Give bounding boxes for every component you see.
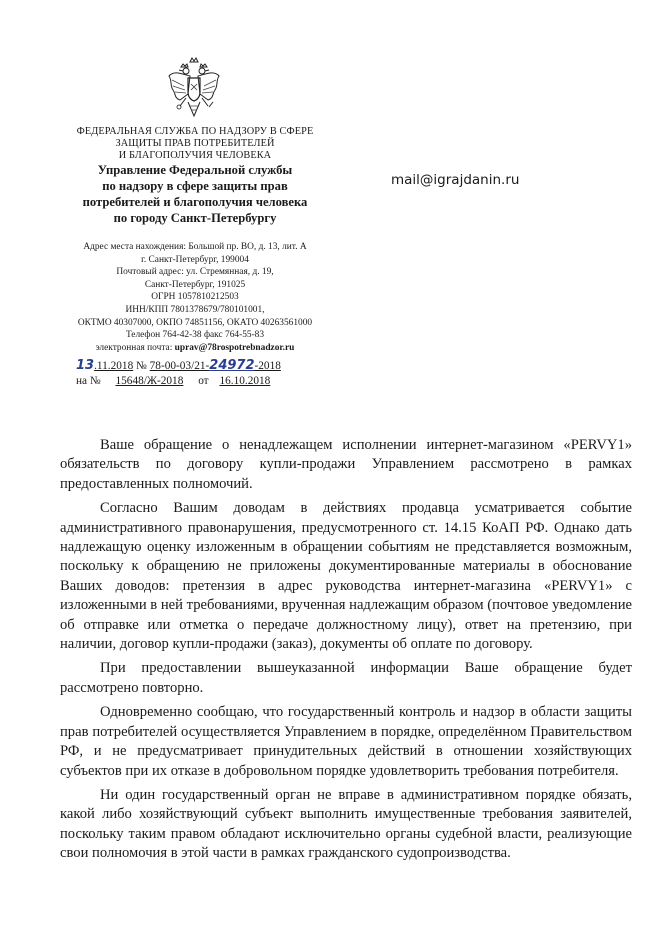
address-line: Телефон 764-42-38 факс 764-55-83: [125, 330, 265, 341]
registration-number-suffix: -2018: [254, 360, 281, 372]
reference-from-label: от: [198, 375, 209, 387]
email-label: электронная почта:: [95, 342, 173, 353]
reference-number: 15648/Ж-2018: [115, 375, 184, 387]
recipient-email: mail@igrajdanin.ru: [391, 172, 520, 188]
department-name-line: Управление Федеральной службы: [97, 163, 293, 177]
registration-number-prefix: 78-00-03/21-: [149, 360, 210, 372]
letter-body: [60, 436, 632, 869]
letterhead: [60, 126, 330, 226]
body-paragraph: Согласно Вашим доводам в действиях продавца усматривается событие административного правонарушения, предусмотренного ст. 14.15 КоАП РФ. Однако дать надлежащую оценку изложенным в обращении событиям не представляется возможным, поскольку к обращению не приложены документированные материалы в обоснование Ваших доводов: претензия в адрес руководства интернет-магазина «PERVY1» с изложенными в ней требованиями, врученная надлежащим образом (почтовое уведомление об отправке или отметка о передаче должностному лицу), ответ на претензию, при наличии, договор купли-продажи (заказ), документы об оплате по договору.: [60, 500, 632, 653]
address-line: ОГРН 1057810212503: [151, 292, 239, 303]
number-label: №: [136, 360, 147, 372]
reference-date: 16.10.2018: [219, 375, 271, 387]
department-name-line: по городу Санкт-Петербургу: [113, 211, 277, 225]
body-paragraph: Ваше обращение о ненадлежащем исполнении интернет-магазином «PERVY1» обязательств по договору купли-продажи Управлением рассмотрено в рамках предоставленных полномочий.: [60, 437, 632, 492]
double-headed-eagle-emblem-icon: [166, 56, 222, 120]
address-line: Санкт-Петербург, 191025: [144, 279, 246, 290]
body-paragraph: Ни один государственный орган не вправе в административном порядке обязать, какой либо хозяйствующий субъект выполнить имущественные требования заявителей, поскольку таким правом обладают исключительно органы судебной власти, реализующие свои полномочия в этой части в рамках гражданского судопроизводства.: [60, 786, 632, 862]
email-line: [60, 342, 330, 355]
address-line: Адрес места нахождения: Большой пр. ВО, д. 13, лит. А: [83, 242, 307, 252]
outgoing-registration-line: [76, 359, 281, 373]
reference-line: [76, 374, 278, 388]
agency-name-line: И БЛАГОПОЛУЧИЯ ЧЕЛОВЕКА: [118, 150, 272, 161]
reference-label: на №: [76, 375, 101, 387]
address-line: г. Санкт-Петербург, 199004: [141, 254, 249, 265]
address-line: Почтовый адрес: ул. Стремянная, д. 19,: [116, 267, 274, 278]
address-line: ИНН/КПП 7801378679/780101001,: [125, 304, 265, 315]
body-paragraph: Одновременно сообщаю, что государственный контроль и надзор в области защиты прав потребителей осуществляется Управлением в порядке, определённом Правительством РФ, и не предусматривает принудительных действий в отношении хозяйствующих субъектов при их отказе в добровольном порядке удовлетворить требования потребителя.: [60, 704, 632, 779]
agency-name-line: ЗАЩИТЫ ПРАВ ПОТРЕБИТЕЛЕЙ: [115, 138, 275, 149]
body-paragraph: При предоставлении вышеуказанной информации Ваше обращение будет рассмотрено повторно.: [60, 660, 632, 696]
department-name-line: по надзору в сфере защиты прав: [102, 179, 288, 193]
handwritten-number: 24972: [209, 358, 255, 373]
email-value: uprav@78rospotrebnadzor.ru: [174, 342, 295, 353]
registration-month-year: .11.2018: [94, 360, 134, 372]
address-line: ОКТМО 40307000, ОКПО 74851156, ОКАТО 40263561000: [77, 317, 313, 328]
address-block: [60, 241, 330, 354]
agency-name-line: ФЕДЕРАЛЬНАЯ СЛУЖБА ПО НАДЗОРУ В СФЕРЕ: [76, 126, 314, 137]
department-name-line: потребителей и благополучия человека: [82, 195, 308, 209]
handwritten-day: 13: [76, 358, 95, 373]
